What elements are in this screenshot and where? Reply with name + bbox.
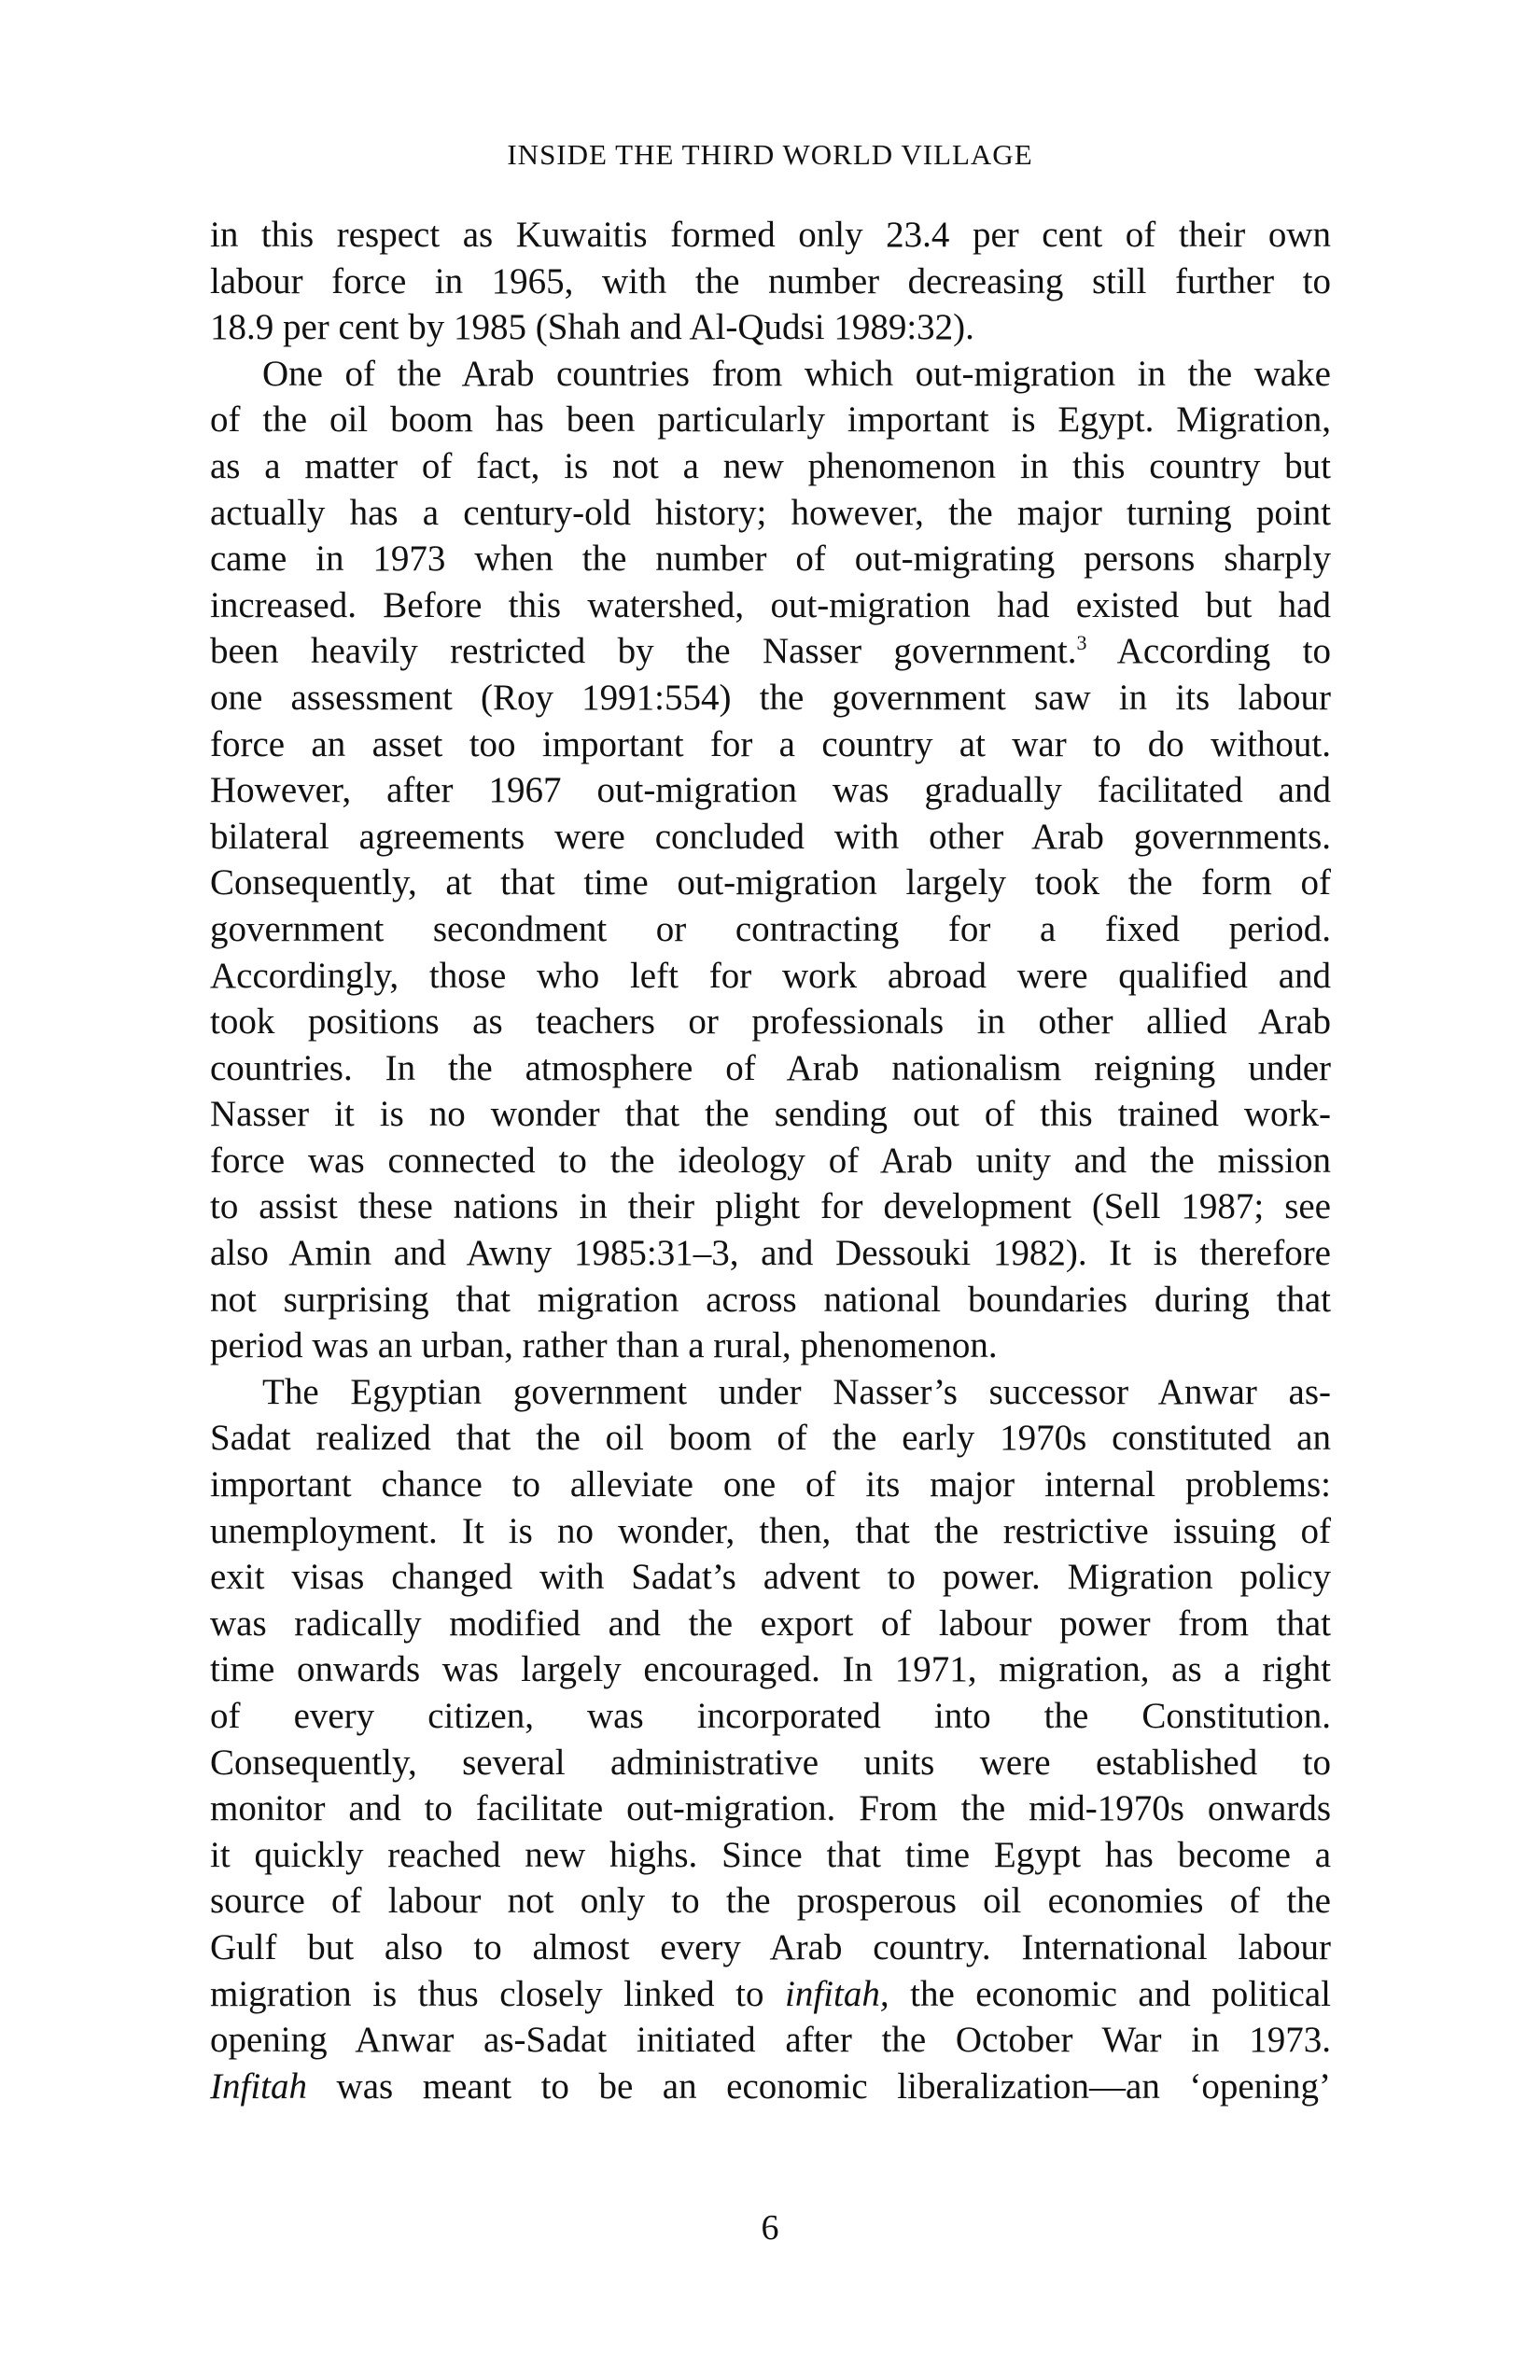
text-line: Sadat realized that the oil boom of the early 1970s constituted an (210, 1418, 1331, 1459)
text-line: important chance to alleviate one of its major internal problems: (210, 1464, 1331, 1505)
text-line: increased. Before this watershed, out-migration had existed but had (210, 584, 1331, 625)
text-segment: been heavily restricted by the Nasser government. (210, 631, 1077, 672)
text-line: monitor and to facilitate out-migration. From the mid-1970s onwards (210, 1788, 1331, 1829)
page-number: 6 (761, 2208, 779, 2247)
text-line: bilateral agreements were concluded with other Arab governments. (210, 816, 1331, 857)
text-line: force was connected to the ideology of Arab unity and the mission (210, 1140, 1331, 1181)
text-line: unemployment. It is no wonder, then, that the restrictive issuing of (210, 1510, 1331, 1551)
text-line (210, 1971, 1331, 2018)
text-line: opening Anwar as-Sadat initiated after the October War in 1973. (210, 2020, 1331, 2061)
body-text (210, 212, 1331, 2109)
text-line: of the oil boom has been particularly important is Egypt. Migration, (210, 399, 1331, 441)
text-line: in this respect as Kuwaitis formed only 23.4 per cent of their own (210, 215, 1331, 255)
italic-term: infitah, (785, 1973, 889, 2014)
text-line: government secondment or contracting for a fixed period. (210, 908, 1331, 949)
text-line: Consequently, several administrative units were established to (210, 1742, 1331, 1783)
text-line: Gulf but also to almost every Arab country. International labour (210, 1926, 1331, 1967)
text-line: took positions as teachers or professionals in other allied Arab (210, 1001, 1331, 1043)
text-line: period was an urban, rather than a rural, phenomenon. (210, 1325, 998, 1366)
text-line: exit visas changed with Sadat’s advent to power. Migration policy (210, 1557, 1331, 1598)
text-line: However, after 1967 out-migration was gradually facilitated and (210, 770, 1331, 811)
text-segment: migration is thus closely linked to (210, 1973, 786, 2014)
text-line: Accordingly, those who left for work abroad were qualified and (210, 955, 1331, 996)
text-line: actually has a century-old history; however, the major turning point (210, 492, 1331, 533)
text-line: The Egyptian government under Nasser’s successor Anwar as- (262, 1371, 1331, 1412)
text-line (210, 2064, 1331, 2110)
running-head: INSIDE THE THIRD WORLD VILLAGE (507, 138, 1033, 171)
text-line: countries. In the atmosphere of Arab nationalism reigning under (210, 1047, 1331, 1088)
text-line: Nasser it is no wonder that the sending out of this trained work- (210, 1094, 1331, 1135)
text-line: labour force in 1965, with the number decreasing still further to (210, 260, 1331, 301)
text-line: to assist these nations in their plight for development (Sell 1987; see (210, 1186, 1331, 1227)
text-line: Consequently, at that time out-migration largely took the form of (210, 862, 1331, 903)
text-line: as a matter of fact, is not a new phenomenon in this country but (210, 445, 1331, 486)
text-line: was radically modified and the export of labour power from that (210, 1603, 1331, 1644)
text-segment: was meant to be an economic liberalization—an ‘opening’ (307, 2065, 1331, 2107)
footnote-ref: 3 (1076, 631, 1087, 655)
text-line (210, 628, 1331, 675)
text-line: it quickly reached new highs. Since that time Egypt has become a (210, 1834, 1331, 1875)
text-line: One of the Arab countries from which out-migration in the wake (262, 353, 1331, 394)
text-line: of every citizen, was incorporated into the Constitution. (210, 1696, 1331, 1736)
text-line: one assessment (Roy 1991:554) the government saw in its labour (210, 677, 1331, 718)
text-line: came in 1973 when the number of out-migrating persons sharply (210, 539, 1331, 580)
text-line: time onwards was largely encouraged. In 1971, migration, as a right (210, 1649, 1331, 1690)
text-line: also Amin and Awny 1985:31–3, and Dessouki 1982). It is therefore (210, 1233, 1331, 1274)
text-segment: the economic and political (889, 1973, 1332, 2014)
text-line: 18.9 per cent by 1985 (Shah and Al-Qudsi 1989:32). (210, 307, 974, 348)
text-line: force an asset too important for a country at war to do without. (210, 723, 1331, 764)
italic-term: Infitah (210, 2065, 307, 2107)
text-segment: According to (1086, 631, 1331, 672)
text-line: source of labour not only to the prosperous oil economies of the (210, 1881, 1331, 1922)
text-line: not surprising that migration across national boundaries during that (210, 1279, 1331, 1320)
